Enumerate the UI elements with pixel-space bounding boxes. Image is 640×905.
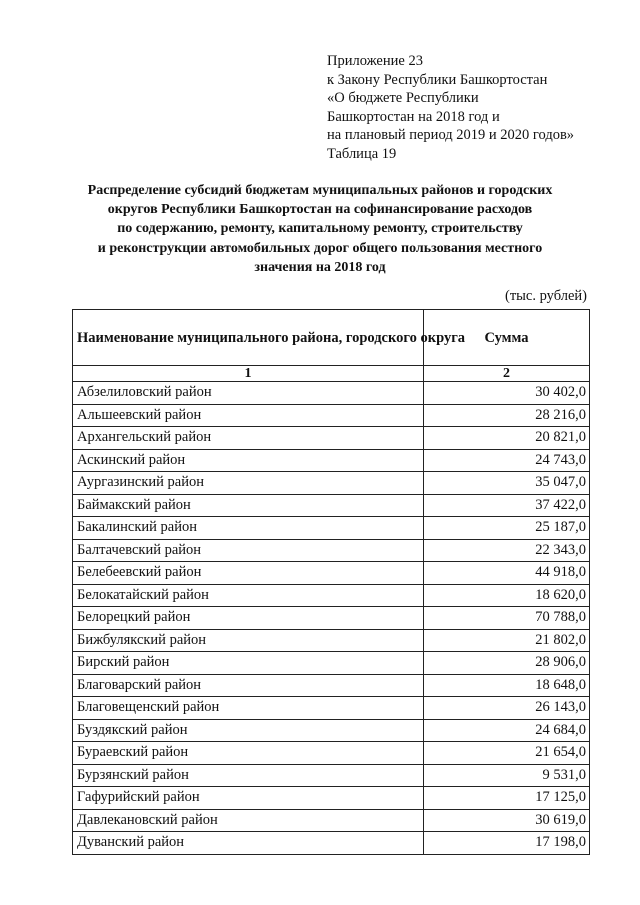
subsidy-amount: 70 788,0 (424, 607, 590, 630)
district-name: Давлекановский район (73, 809, 424, 832)
table-row (73, 539, 590, 562)
subsidy-amount: 20 821,0 (424, 427, 590, 450)
subsidy-amount: 25 187,0 (424, 517, 590, 540)
table-body (73, 382, 590, 855)
table-row (73, 629, 590, 652)
district-name: Бураевский район (73, 742, 424, 765)
district-name: Бакалинский район (73, 517, 424, 540)
column-number-row (73, 366, 590, 382)
table-row (73, 427, 590, 450)
table-row (73, 404, 590, 427)
appendix-line: «О бюджете Республики (327, 90, 479, 107)
table-row (73, 494, 590, 517)
table-row (73, 382, 590, 405)
appendix-line: на плановый период 2019 и 2020 годов» (327, 127, 575, 144)
district-name: Аскинский район (73, 449, 424, 472)
appendix-line: Башкортостан на 2018 год и (327, 108, 500, 125)
subsidy-amount: 17 198,0 (424, 832, 590, 855)
district-name: Благовещенский район (73, 697, 424, 720)
district-name: Белокатайский район (73, 584, 424, 607)
appendix-block (327, 52, 627, 164)
subsidy-amount: 21 654,0 (424, 742, 590, 765)
header-name: Наименование муниципального района, городского округа (73, 310, 424, 366)
district-name: Бижбулякский район (73, 629, 424, 652)
district-name: Благоварский район (73, 674, 424, 697)
subsidy-amount: 17 125,0 (424, 787, 590, 810)
table-row (73, 832, 590, 855)
district-name: Белорецкий район (73, 607, 424, 630)
table-row (73, 697, 590, 720)
district-name: Архангельский район (73, 427, 424, 450)
table-row (73, 472, 590, 495)
subsidy-amount: 18 620,0 (424, 584, 590, 607)
appendix-line: Приложение 23 (327, 53, 423, 69)
district-name: Абзелиловский район (73, 382, 424, 405)
subsidy-amount: 30 619,0 (424, 809, 590, 832)
appendix-line: к Закону Республики Башкортостан (327, 71, 548, 88)
subsidy-amount: 26 143,0 (424, 697, 590, 720)
district-name: Буздякский район (73, 719, 424, 742)
subsidy-table (72, 309, 590, 855)
district-name: Белебеевский район (73, 562, 424, 585)
table-row (73, 787, 590, 810)
column-number: 1 (73, 366, 424, 382)
table-row (73, 674, 590, 697)
table-row (73, 719, 590, 742)
units-label: (тыс. рублей) (505, 288, 587, 304)
district-name: Гафурийский район (73, 787, 424, 810)
table-row (73, 562, 590, 585)
document-title (60, 181, 580, 277)
district-name: Бурзянский район (73, 764, 424, 787)
appendix-line: Таблица 19 (327, 145, 397, 162)
table-row (73, 517, 590, 540)
table-row (73, 764, 590, 787)
subsidy-amount: 9 531,0 (424, 764, 590, 787)
table-row (73, 652, 590, 675)
header-amount: Сумма (424, 310, 590, 366)
subsidy-amount: 18 648,0 (424, 674, 590, 697)
subsidy-amount: 28 906,0 (424, 652, 590, 675)
title-line: по содержанию, ремонту, капитальному ремонту, строительству (117, 221, 523, 237)
table-row (73, 449, 590, 472)
district-name: Аургазинский район (73, 472, 424, 495)
table-row (73, 742, 590, 765)
table-row (73, 607, 590, 630)
title-line: и реконструкции автомобильных дорог общего пользования местного (97, 240, 543, 256)
subsidy-amount: 24 743,0 (424, 449, 590, 472)
district-name: Балтачевский район (73, 539, 424, 562)
subsidy-amount: 37 422,0 (424, 494, 590, 517)
subsidy-amount: 21 802,0 (424, 629, 590, 652)
subsidy-amount: 44 918,0 (424, 562, 590, 585)
title-line: Распределение субсидий бюджетам муниципальных районов и городских (87, 183, 553, 198)
district-name: Бирский район (73, 652, 424, 675)
title-line: значения на 2018 год (254, 259, 386, 275)
table-header-row (73, 310, 590, 366)
table-row (73, 809, 590, 832)
district-name: Дуванский район (73, 832, 424, 855)
district-name: Альшеевский район (73, 404, 424, 427)
subsidy-amount: 30 402,0 (424, 382, 590, 405)
table-row (73, 584, 590, 607)
subsidy-amount: 28 216,0 (424, 404, 590, 427)
district-name: Баймакский район (73, 494, 424, 517)
subsidy-amount: 24 684,0 (424, 719, 590, 742)
subsidy-amount: 22 343,0 (424, 539, 590, 562)
subsidy-amount: 35 047,0 (424, 472, 590, 495)
title-line: округов Республики Башкортостан на софинансирование расходов (107, 202, 533, 218)
column-number: 2 (424, 366, 590, 382)
